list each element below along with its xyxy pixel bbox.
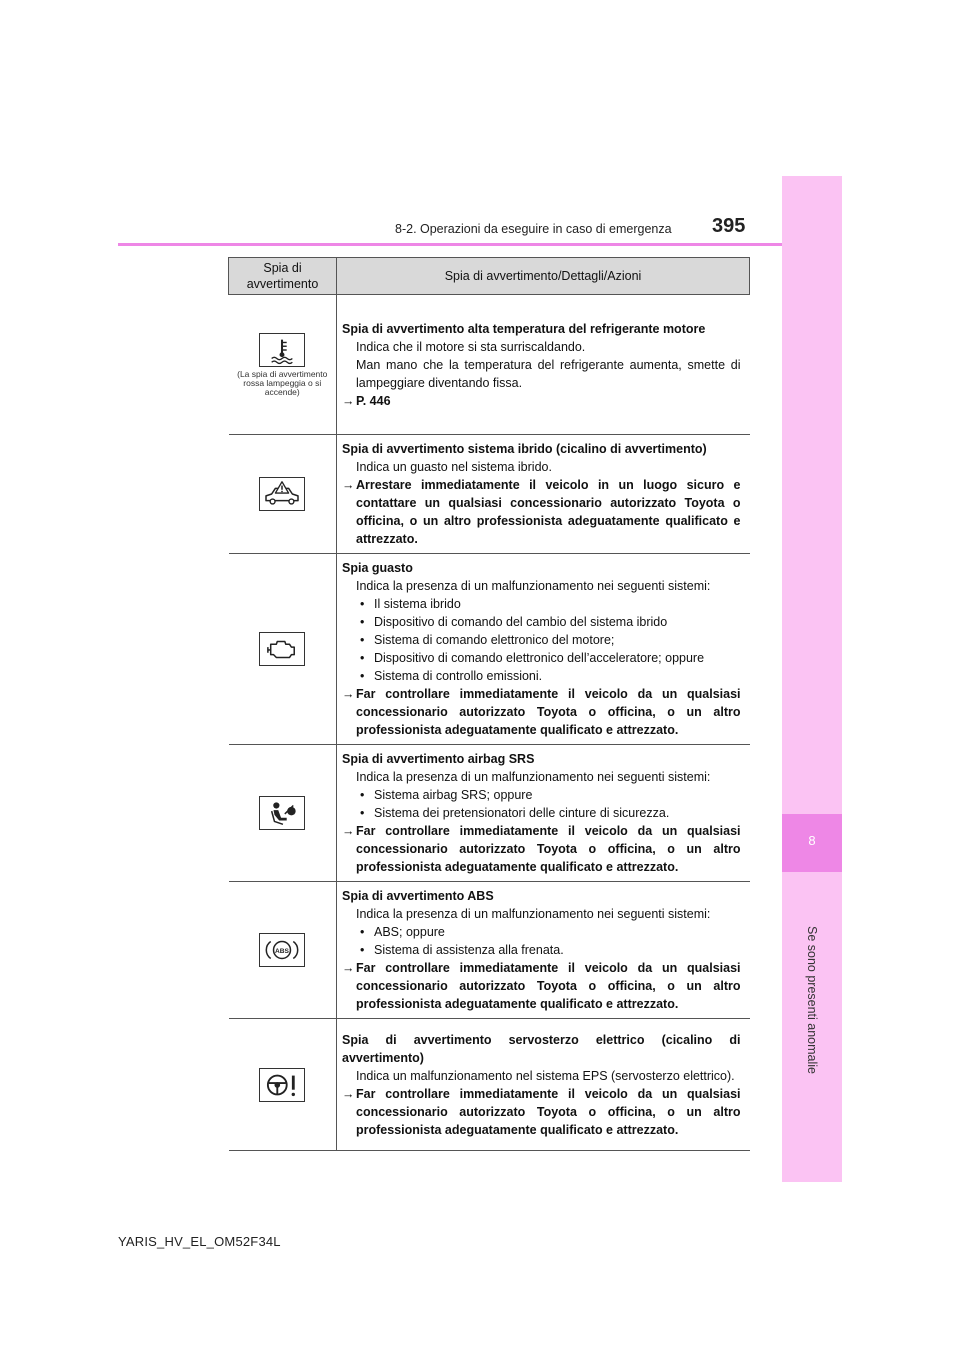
- page-number: 395: [712, 215, 746, 237]
- icon-cell: [229, 435, 337, 554]
- details-cell: [337, 882, 750, 1019]
- list-item: • Dispositivo di comando elettronico dell’acceleratore; oppure: [342, 649, 741, 667]
- warning-action: → Far controllare immediatamente il veicolo da un qualsiasi concessionario autorizzato Toyota o officina, o un altro professionista adeguatamente qualificato e attrezzato.: [342, 685, 741, 739]
- table-row: [229, 882, 750, 1019]
- chapter-number: 8: [782, 814, 842, 872]
- details-cell: [337, 1019, 750, 1151]
- list-item: • ABS; oppure: [342, 923, 741, 941]
- airbag-icon: [259, 796, 305, 830]
- coolant-temperature-icon: [259, 333, 305, 367]
- check-engine-icon: [259, 632, 305, 666]
- warning-description-2: Man mano che la temperatura del refrigerante aumenta, smette di lampeggiare diventando fissa.: [356, 357, 741, 390]
- list-item: • Il sistema ibrido: [342, 595, 741, 613]
- table-row: [229, 745, 750, 882]
- warning-description: Indica che il motore si sta surriscaldando.: [356, 339, 586, 354]
- icon-note: (La spia di avvertimento rossa lampeggia o si accende): [237, 368, 328, 397]
- list-item: • Sistema di comando elettronico del motore;: [342, 631, 741, 649]
- list-item: • Sistema dei pretensionatori delle cinture di sicurezza.: [342, 804, 741, 822]
- warning-action: → Far controllare immediatamente il veicolo da un qualsiasi concessionario autorizzato Toyota o officina, o un altro professionista adeguatamente qualificato e attrezzato.: [342, 822, 741, 876]
- icon-cell: [229, 745, 337, 882]
- warning-title: Spia di avvertimento ABS: [342, 889, 494, 903]
- icon-cell: [229, 1019, 337, 1151]
- icon-cell: [229, 882, 337, 1019]
- list-item: • Sistema di assistenza alla frenata.: [342, 941, 741, 959]
- section-title: 8-2. Operazioni da eseguire in caso di emergenza: [395, 222, 672, 236]
- warning-description: Indica la presenza di un malfunzionamento nei seguenti sistemi:: [356, 770, 711, 784]
- icon-cell: [229, 554, 337, 745]
- column-header-light: Spia di avvertimento: [229, 258, 337, 295]
- warning-title: Spia di avvertimento sistema ibrido (cicalino di avvertimento): [342, 442, 707, 456]
- details-cell: [337, 745, 750, 882]
- document-code: YARIS_HV_EL_OM52F34L: [118, 1234, 281, 1249]
- list-item: • Sistema di controllo emissioni.: [342, 667, 741, 685]
- warning-title: Spia di avvertimento servosterzo elettrico (cicalino di avvertimento): [342, 1032, 741, 1065]
- warning-action: → Arrestare immediatamente il veicolo in un luogo sicuro e contattare un qualsiasi concessionario autorizzato Toyota o officina, o un altro professionista adeguatamente qualificato e attrezzato.: [342, 476, 741, 548]
- table-row: [229, 435, 750, 554]
- abs-icon-label: ABS: [275, 947, 290, 955]
- warning-description: Indica un malfunzionamento nel sistema EPS (servosterzo elettrico).: [356, 1068, 735, 1083]
- hybrid-system-warning-icon: [259, 477, 305, 511]
- abs-icon: [259, 933, 305, 967]
- warning-action: → P. 446: [342, 392, 741, 410]
- warning-title: Spia di avvertimento alta temperatura del refrigerante motore: [342, 321, 706, 336]
- table-header-row: [229, 258, 750, 295]
- chapter-title: Se sono presenti anomalie: [805, 925, 819, 1075]
- warning-action: → Far controllare immediatamente il veicolo da un qualsiasi concessionario autorizzato Toyota o officina, o un altro professionista adeguatamente qualificato e attrezzato.: [342, 959, 741, 1013]
- details-cell: [337, 554, 750, 745]
- warning-title: Spia guasto: [342, 561, 413, 575]
- table-row: [229, 295, 750, 435]
- details-cell: [337, 295, 750, 435]
- table-row: [229, 1019, 750, 1151]
- header-rule: [118, 243, 782, 246]
- warning-lights-table: [228, 257, 750, 1151]
- warning-description: Indica la presenza di un malfunzionamento nei seguenti sistemi:: [356, 579, 711, 593]
- warning-action: → Far controllare immediatamente il veicolo da un qualsiasi concessionario autorizzato Toyota o officina, o un altro professionista adeguatamente qualificato e attrezzato.: [342, 1085, 741, 1139]
- column-header-details: Spia di avvertimento/Dettagli/Azioni: [337, 258, 750, 295]
- power-steering-icon: [259, 1068, 305, 1102]
- list-item: • Sistema airbag SRS; oppure: [342, 786, 741, 804]
- table-row: [229, 554, 750, 745]
- details-cell: [337, 435, 750, 554]
- list-item: • Dispositivo di comando del cambio del sistema ibrido: [342, 613, 741, 631]
- warning-title: Spia di avvertimento airbag SRS: [342, 752, 535, 766]
- warning-description: Indica la presenza di un malfunzionamento nei seguenti sistemi:: [356, 907, 711, 921]
- warning-description: Indica un guasto nel sistema ibrido.: [356, 460, 552, 474]
- icon-cell: [229, 295, 337, 435]
